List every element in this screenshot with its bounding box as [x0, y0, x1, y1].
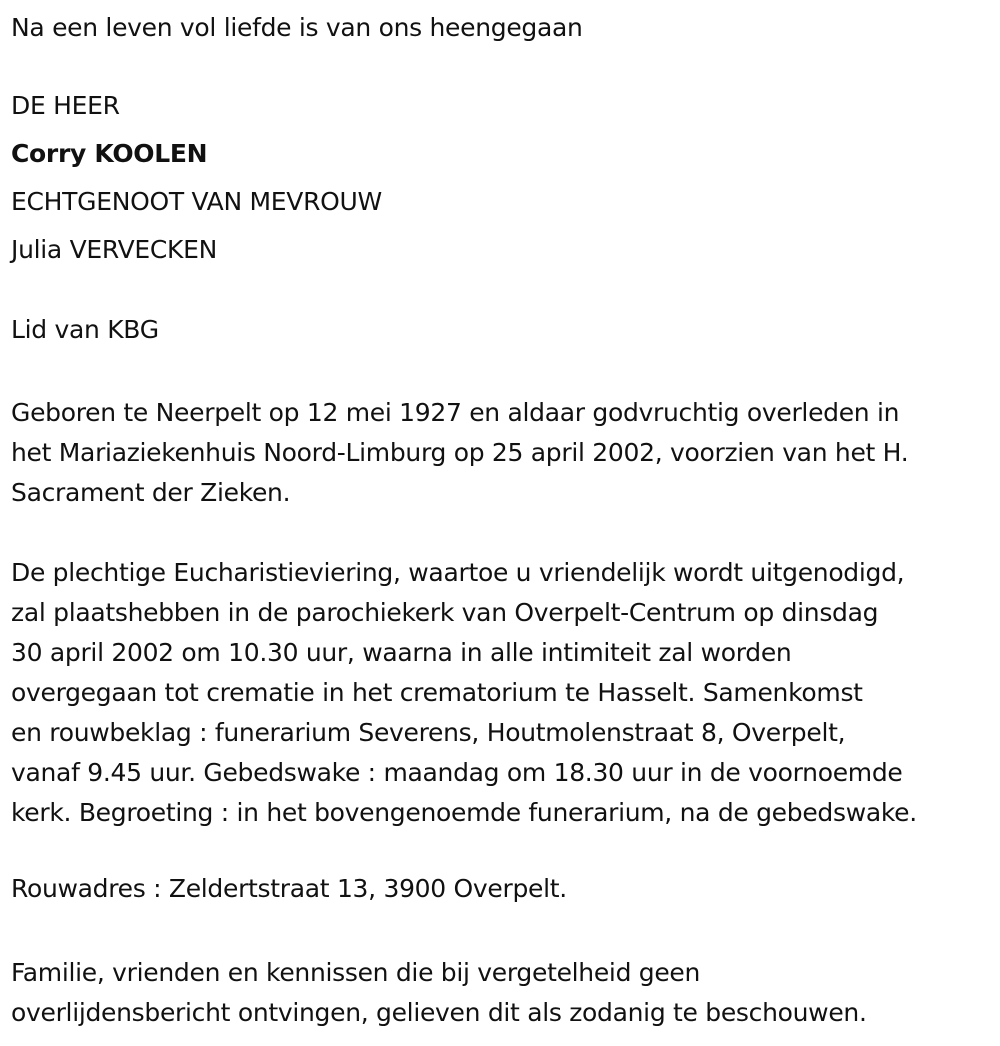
- birth-line: het Mariaziekenhuis Noord-Limburg op 25 april 2002, voorzien van het H.: [11, 438, 909, 467]
- membership-line: Lid van KBG: [11, 315, 159, 344]
- closing-line: overlijdensbericht ontvingen, gelieven dit als zodanig te beschouwen.: [11, 998, 867, 1027]
- ceremony-line: zal plaatshebben in de parochiekerk van Overpelt-Centrum op dinsdag: [11, 598, 879, 627]
- relation-line: ECHTGENOOT VAN MEVROUW: [11, 187, 382, 216]
- deceased-block: [11, 82, 382, 274]
- ceremony-line: De plechtige Eucharistieviering, waartoe u vriendelijk wordt uitgenodigd,: [11, 558, 905, 587]
- ceremony-line: kerk. Begroeting : in het bovengenoemde funerarium, na de gebedswake.: [11, 798, 917, 827]
- birth-line: Geboren te Neerpelt op 12 mei 1927 en aldaar godvruchtig overleden in: [11, 398, 900, 427]
- deceased-name: Corry KOOLEN: [11, 139, 208, 168]
- honorific: DE HEER: [11, 91, 120, 120]
- ceremony-line: en rouwbeklag : funerarium Severens, Houtmolenstraat 8, Overpelt,: [11, 718, 846, 747]
- birth-line: Sacrament der Zieken.: [11, 478, 291, 507]
- ceremony-line: vanaf 9.45 uur. Gebedswake : maandag om 18.30 uur in de voornoemde: [11, 758, 903, 787]
- mourning-address: Rouwadres : Zeldertstraat 13, 3900 Overpelt.: [11, 874, 567, 903]
- birth-paragraph: [11, 393, 908, 513]
- closing-paragraph: [11, 953, 867, 1033]
- ceremony-line: 30 april 2002 om 10.30 uur, waarna in alle intimiteit zal worden: [11, 638, 792, 667]
- intro-line: Na een leven vol liefde is van ons heengegaan: [11, 13, 583, 42]
- closing-line: Familie, vrienden en kennissen die bij vergetelheid geen: [11, 958, 701, 987]
- ceremony-paragraph: [11, 553, 917, 833]
- spouse-name: Julia VERVECKEN: [11, 235, 218, 264]
- ceremony-line: overgegaan tot crematie in het crematorium te Hasselt. Samenkomst: [11, 678, 863, 707]
